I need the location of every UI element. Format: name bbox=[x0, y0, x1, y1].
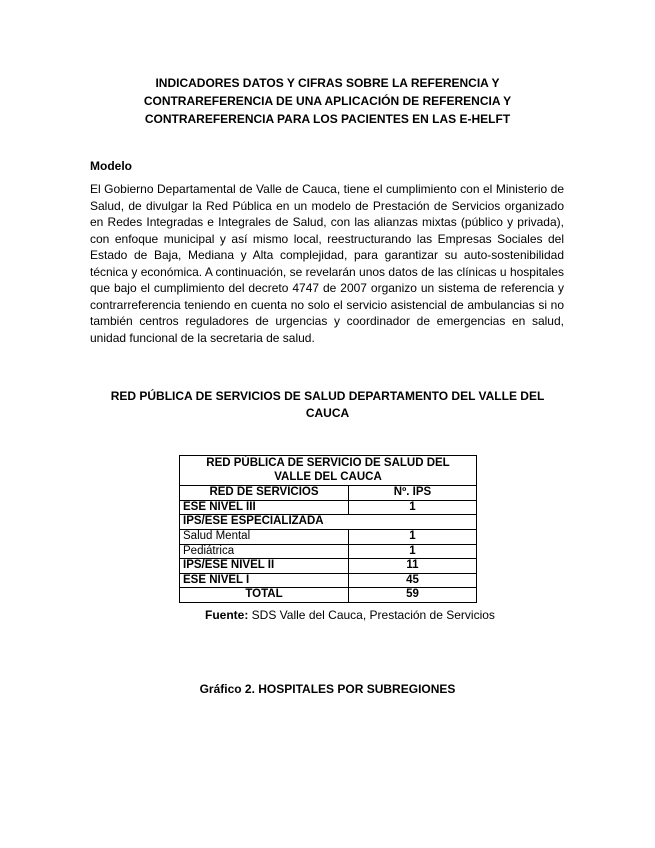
table-caption bbox=[180, 456, 477, 486]
section-heading: Modelo bbox=[90, 159, 132, 173]
source-label: Fuente: bbox=[205, 608, 249, 622]
caption-line: VALLE DEL CAUCA bbox=[274, 470, 382, 483]
row-value: 59 bbox=[349, 588, 477, 603]
table-row bbox=[180, 529, 477, 544]
row-value: 1 bbox=[349, 500, 477, 515]
row-label: ESE NIVEL I bbox=[180, 573, 349, 588]
table-row bbox=[180, 559, 477, 574]
table-total-row bbox=[180, 588, 477, 603]
row-value: 11 bbox=[349, 559, 477, 574]
title-line: INDICADORES DATOS Y CIFRAS SOBRE LA REFERENCIA Y bbox=[155, 76, 500, 90]
row-value: 1 bbox=[349, 544, 477, 559]
subtitle-line: RED PÚBLICA DE SERVICIOS DE SALUD DEPARTAMENTO DEL VALLE DEL bbox=[110, 389, 545, 403]
title-line: CONTRAREFERENCIA PARA LOS PACIENTES EN LAS E-HELFT bbox=[144, 112, 511, 126]
body-paragraph: El Gobierno Departamental de Valle de Cauca, tiene el cumplimiento con el Ministerio de Salud, de divulgar la Red Pública en un modelo de Prestación de Servicios organizado en Redes Integradas e Integrales de Salud, con las alianzas mixtas (público y privada), con enfoque municipal y así mismo local, reestructurando las Empresas Sociales del Estado de Baja, Mediana y Alta complejidad, para garantizar su auto-sostenibilidad técnica y económica. A continuación, se revelarán unos datos de las clínicas u hospitales que bajo el cumplimiento del decreto 4747 de 2007 organizo un sistema de referencia y contrarreferencia teniendo en cuenta no solo el servicio asistencial de ambulancias si no también centros reguladores de urgencias y coordinador de emergencias en salud, unidad funcional de la secretaria de salud. bbox=[90, 182, 564, 345]
chart-title: Gráfico 2. HOSPITALES POR SUBREGIONES bbox=[199, 682, 456, 696]
row-value: 45 bbox=[349, 573, 477, 588]
column-header: Nº. IPS bbox=[349, 486, 477, 501]
row-label: Pediátrica bbox=[180, 544, 349, 559]
subtitle-line: CAUCA bbox=[305, 406, 350, 420]
source-text: SDS Valle del Cauca, Prestación de Servicios bbox=[248, 608, 495, 622]
document-title bbox=[80, 74, 575, 128]
table-row bbox=[180, 515, 477, 530]
table-row bbox=[180, 573, 477, 588]
table-row bbox=[180, 500, 477, 515]
table-header-row bbox=[180, 486, 477, 501]
row-label: IPS/ESE NIVEL II bbox=[180, 559, 349, 574]
table-row bbox=[180, 544, 477, 559]
services-table bbox=[179, 455, 477, 603]
title-line: CONTRAREFERENCIA DE UNA APLICACIÓN DE REFERENCIA Y bbox=[143, 94, 512, 108]
row-label: TOTAL bbox=[180, 588, 349, 603]
column-header: RED DE SERVICIOS bbox=[180, 486, 349, 501]
table-source bbox=[205, 607, 495, 623]
row-label: Salud Mental bbox=[180, 529, 349, 544]
row-value: 1 bbox=[349, 529, 477, 544]
table-caption-row bbox=[180, 456, 477, 486]
row-label: ESE NIVEL III bbox=[180, 500, 349, 515]
table-section-title bbox=[80, 388, 575, 422]
row-label: IPS/ESE ESPECIALIZADA bbox=[180, 515, 477, 530]
caption-line: RED PÙBLICA DE SERVICIO DE SALUD DEL bbox=[206, 457, 450, 469]
